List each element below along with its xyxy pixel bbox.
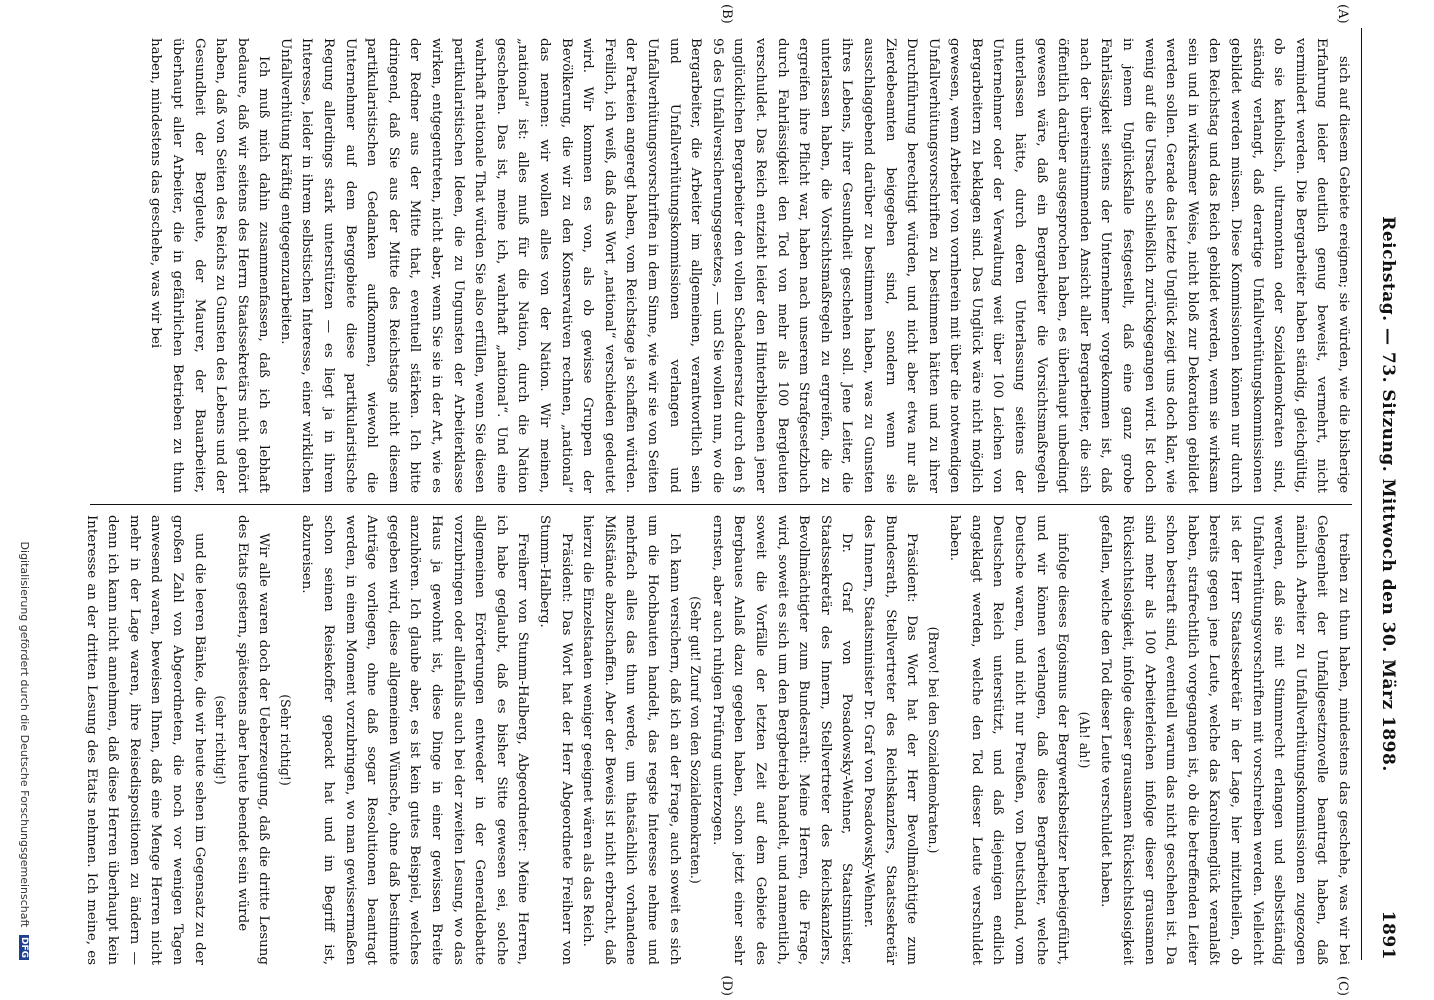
interjection: (sehr richtig!)	[213, 695, 229, 785]
interjection: (Ah! ah!)	[1076, 711, 1092, 769]
credit-text: Digitalisierung gefördert durch die Deutsche Forschungsgemeinschaft	[18, 541, 31, 928]
speech-posadowsky: Dr. Graf von Posadowsky-Wehner, Staatsminister, Staatssekretär des Innern, Stellvertreter des Reichskanzlers, Bevollmächtigter zum Bundesrath: Meine Herren, die Frage, wird, soweit es sich um den Bergbetrieb handelt, und namentlich, soweit die Vorfälle der letzten Zeit auf dem Gebiete des Bergbaues Anlaß dazu gegeben haben, schon jetzt einer sehr ernsten, aber auch ruhigen Prüfung unterzogen.	[709, 515, 855, 965]
margin-mark-d: (D)	[719, 975, 734, 996]
speech-stumm: Freiherr von Stumm-Halberg, Abgeordneter: Meine Herren, ich habe geglaubt, daß es bisher Sitte gewesen sei, solche allgemeinen Erörterungen entweder in der Generaldebatte vorzubringen oder allenfalls auch bei der zweiten Lesung, wo das Haus ja gewohnt ist, diese Dinge in einer gewissen Breite anzuhören. Ich glaube aber, es ist kein gutes Beispiel, welches gegeben wird, diese allgemeinen Wünsche, ohne daß bestimmte Anträge vorliegen, ohne daß sogar Resolutionen beantragt werden, in einem Moment vorzubringen, wo man gewissermaßen schon seinen Reisekoffer gepackt hat und im Begriff ist, abzureisen.	[299, 515, 531, 965]
paragraph: Wir alle waren doch der Ueberzeugung, daß die dritte Lesung des Etats gestern, spätestens aber heute beendet sein würde	[234, 515, 272, 965]
interjection: (Sehr richtig!)	[277, 694, 293, 786]
column-divider	[90, 504, 1352, 505]
header-rule	[1361, 28, 1362, 960]
page-number: 1891	[1378, 910, 1398, 960]
interjection: (Bravo! bei den Sozialdemokraten.)	[925, 626, 941, 854]
left-column	[80, 38, 1354, 493]
right-column	[80, 515, 1354, 965]
digitization-credit	[18, 542, 31, 960]
page-header	[1364, 28, 1398, 960]
paragraph: Ich kann versichern, daß ich an der Frage, auch soweit es sich um die Hochbauten handelt, das regste Interesse nehme und mehrfach alles das thun werde, um thatsächlich vorhandene Mißstände abzuschaffen. Aber der Beweis ist nicht erbracht, daß hierzu die Einzelstaaten weniger geeignet wären als das Reich.	[580, 515, 682, 965]
paragraph: treiben zu thun haben, mindestens das geschehe, was wir bei Gelegenheit der Unfallgesetznovelle beantragt haben, daß nämlich Arbeiter zu Unfallverhütungskommissionen zugezogen werden, daß sie mit Stimmrecht erlangen und selbstständig Unfallverhütungsvorschriften mit vorschreiben werden. Vielleicht ist der Herr Staatssekretär in der Lage, hier mitzutheilen, ob bereits gegen jene Leute, welche das Karolinenglück veranlaßt haben, strafrechtlich vorgegangen ist, ob die betreffenden Leiter schon bestraft sind, eventuell warum das nicht geschehen ist. Da sind mehr als 100 Arbeiterleichen infolge dieser grausamen Rücksichtslosigkeit, infolge dieser grausamen Rücksichtslosigkeit gefallen, welche den Tod dieser Leute verschuldet haben.	[1098, 515, 1351, 965]
paragraph: und die leeren Bänke, die wir heute sehen im Gegensatz zu der großen Zahl von Abgeordneten, die noch vor wenigen Tagen anwesend waren, beweisen Ihnen, daß eine Menge Herren nicht mehr in der Lage waren, ihre Reisedispositionen zu ändern — denn ich kann nicht annehmen, daß diese Herren überhaupt kein Interesse an der dritten Lesung des Etats nehmen. Ich meine, es	[83, 515, 207, 965]
paragraph: sich auf diesem Gebiete ereignen; sie würden, wie die bisherige Erfahrung leider deutlich genug beweist, vermehrt, nicht vermindert werden. Die Bergarbeiter haben ständig, gleichgültig, ob sie katholisch, ultramontan oder Sozialdemokraten sind, ständig verlangt, daß derartige Unfallverhütungskommissionen gebildet werden müssen. Diese Kommissionen können nur durch den Reichstag und das Reich gebildet werden, wenn sie wirksam sein und in wirksamer Weise, nicht bloß zur Dekoration gebildet werden sollen. Gerade das letzte Unglück zeigt uns doch klar, wie wenig auf die Ursache schließlich zurückgegangen wird. Ist doch in jenem Unglücksfalle festgestellt, daß eine ganz grobe Fahrlässigkeit seitens der Unternehmer vorgekommen ist, daß nach der übereinstimmenden Ansicht aller Bergarbeiter, die sich öffentlich darüber ausgesprochen haben, es überhaupt unbedingt gewesen wäre, daß ein Bergarbeiter die Vorsichtsmaßregeln unterlassen hätte, durch deren Unterlassung seitens der Unternehmer oder der Verwaltung weit über 100 Leichen von Bergarbeitern zu beklagen sind. Das Unglück wäre nicht möglich gewesen, wenn Arbeiter von vornherein mit über die notwendigen Unfallverhütungsvorschriften zu bestimmen hätten und zu ihrer Durchführung berechtigt würden, und nicht aber etwa nur als Zierdebeamten beigegeben sind, sondern wenn sie ausschlaggebend darüber zu bestimmen haben, was zu Gunsten ihres Lebens, ihrer Gesundheit geschehen soll. Jene Leiter, die unterlassen haben, die Vorsichtsmaßregeln zu ergreifen, die zu ergreifen ihre Pflicht war, haben nach unserem Strafgesetzbuch durch Fahrlässigkeit den Tod von mehr als 100 Bergleuten verschuldet. Das Reich entzieht leider den Hinterbliebenen jener unglücklichen Bergarbeiter den vollen Schadenersatz durch den § 95 des Unfallversicherungsgesetzes, — und Sie wollen nun, wo die Bergarbeiter, die Arbeiter im allgemeinen, verantwortlich sein und Unfallverhütungskommissionen verlangen und Unfallverhütungsvorschriften in dem Sinne, wie wir sie von Seiten der Parteien angeregt haben, vom Reichstage ja schaffen würden. Freilich, ich weiß, daß das Wort „national“ verschieden gedeutet wird. Wir kommen es von, als ob gewisse Gruppen der Bevölkerung, die wir zu den Konservativen rechnen, „national“ das nennen: wir wollen alles von der Nation. Wir meinen, „national“ ist: alles muß für die Nation, durch die Nation geschehen. Das ist, meine ich, wahrhaft „national“. Und eine wahrhaft nationale That würden Sie also erfüllen, wenn Sie diesen partikularistischen Ideen, die zu Ungunsten der Arbeiterklasse wirken, entgegentreten, nicht aber, wenn Sie sie in der Art, wie es der Redner aus der Mitte that, eventuell stärken. Ich bitte dringend, daß Sie aus der Mitte des Reichstags nicht diesem partikularistischen Gedanken aufkommen, wiewohl die Unternehmer auf dem Berggebiete diese partikularistische Regung allerdings stark unterstützen — es liegt ja in ihrem Interesse, leider in ihrem selbstischen Interesse, einer wirklichen Unfallverhütung kräftig entgegenzuarbeiten.	[277, 38, 1351, 493]
margin-mark-c: (C)	[1335, 975, 1350, 996]
margin-mark-a: (A)	[1335, 4, 1350, 24]
paragraph: Ich muß mich dahin zusammenfassen, daß ich es lebhaft bedaure, daß wir seitens des Herrn Staatssekretärs nicht gehört haben, daß von Seiten des Reichs zu Gunsten des Lebens und der Gesundheit der Bergleute, der Maurer, der Bauarbeiter, überhaupt aller Arbeiter, die in gefährlichen Betrieben zu thun haben, mindestens das geschehe, was wir bei	[148, 38, 272, 493]
paragraph: infolge dieses Egoismus der Bergwerksbesitzer herbeigeführt, und wir können verlangen, daß diese Bergarbeiter, welche Deutsche waren, und nicht nur Preußen, von Deutschland, vom Deutschen Reich unterstützt, und daß diejenigen endlich angeklagt werden, welche den Tod dieser Leute verschuldet haben.	[947, 515, 1071, 965]
interjection: (Sehr gut! Zuruf von den Sozialdemokraten.)	[688, 596, 704, 884]
president-statement: Präsident: Das Wort hat der Herr Bevollmächtigte zum Bundesrath, Stellvertreter des Reichskanzlers, Staatssekretär des Innern, Staatsminister Dr. Graf von Posadowsky-Wehner.	[860, 515, 920, 965]
header-title: Reichstag. — 73. Sitzung. Mittwoch den 30. März 1898.	[1378, 216, 1398, 772]
margin-mark-b: (B)	[719, 4, 734, 24]
dfg-logo: DFG	[19, 936, 29, 958]
president-statement: Präsident: Das Wort hat der Herr Abgeordnete Freiherr von Stumm-Halberg.	[537, 515, 574, 965]
